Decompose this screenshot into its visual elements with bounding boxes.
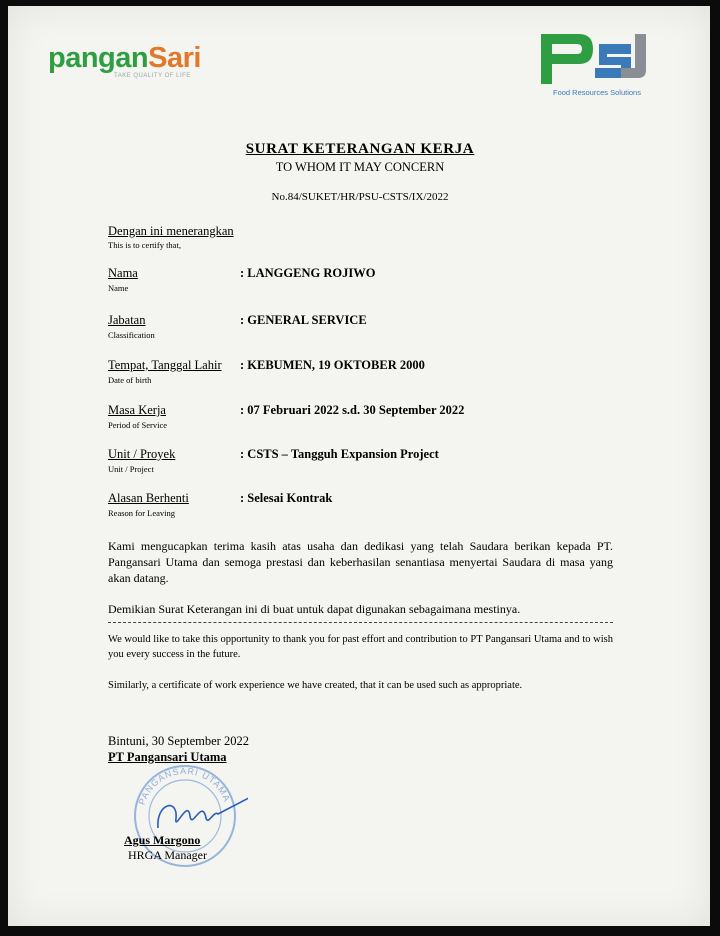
field-label-unit-en: Unit / Project [108, 464, 154, 474]
field-value-classification: : GENERAL SERVICE [240, 313, 367, 327]
field-label-name: Nama [108, 266, 138, 280]
document-number: No.84/SUKET/HR/PSU-CSTS/IX/2022 [271, 191, 449, 203]
field-label-birth: Tempat, Tanggal Lahir [108, 358, 222, 372]
field-label-reason-en: Reason for Leaving [108, 508, 176, 518]
field-label-classification-en: Classification [108, 330, 155, 340]
closing-paragraph-en: Similarly, a certificate of work experience we have created, that it can be used such as appropriate. [108, 680, 523, 691]
field-label-name-en: Name [108, 283, 129, 293]
logo-text-pangan: pangan [48, 42, 149, 74]
field-value-reason: : Selesai Kontrak [240, 491, 333, 505]
field-value-unit: : CSTS – Tangguh Expansion Project [240, 447, 439, 461]
thanks-paragraph: Kami mengucapkan terima kasih atas usaha dan dedikasi yang telah Saudara berikan kepada PT. Pangansari Utama dan semoga prestasi dan keberhasilan senantiasa menyertai Saudara di masa yang akan datang. [108, 539, 613, 585]
field-value-birth: : KEBUMEN, 19 OKTOBER 2000 [240, 358, 425, 372]
field-label-period: Masa Kerja [108, 403, 166, 417]
stamp-text: PANGANSARI UTAMA [136, 765, 233, 807]
field-label-birth-en: Date of birth [108, 375, 152, 385]
document-subtitle: TO WHOM IT MAY CONCERN [275, 160, 445, 174]
intro-text: Dengan ini menerangkan [108, 224, 234, 238]
pangansari-logo [48, 42, 228, 102]
closing-paragraph: Demikian Surat Keterangan ini di buat untuk dapat digunakan sebagaimana mestinya. [108, 602, 521, 616]
logo-tagline: TAKE QUALITY OF LIFE [114, 73, 191, 79]
psu-logo-mark [535, 30, 661, 88]
company-name: PT Pangansari Utama [108, 750, 227, 764]
field-label-period-en: Period of Service [108, 420, 168, 430]
divider [108, 622, 613, 623]
field-label-unit: Unit / Proyek [108, 447, 176, 461]
signer-name: Agus Margono [124, 833, 201, 847]
document-title: SURAT KETERANGAN KERJA [245, 141, 475, 157]
logo-text-sari: Sari [148, 42, 201, 74]
thanks-paragraph-en: We would like to take this opportunity to thank you for past effort and contribution to PT Pangansari Utama and to wish you every success in the future. [108, 634, 613, 660]
field-label-reason: Alasan Berhenti [108, 491, 189, 505]
psu-logo-subtitle: Food Resources Solutions [553, 88, 641, 97]
field-label-classification: Jabatan [108, 313, 146, 327]
signer-title: HRGA Manager [128, 848, 207, 862]
intro-text-en: This is to certify that, [108, 240, 181, 250]
field-value-period: : 07 Februari 2022 s.d. 30 September 2022 [240, 403, 465, 417]
place-date: Bintuni, 30 September 2022 [108, 734, 249, 748]
field-value-name: : LANGGENG ROJIWO [240, 266, 376, 280]
psu-logo [535, 30, 665, 102]
